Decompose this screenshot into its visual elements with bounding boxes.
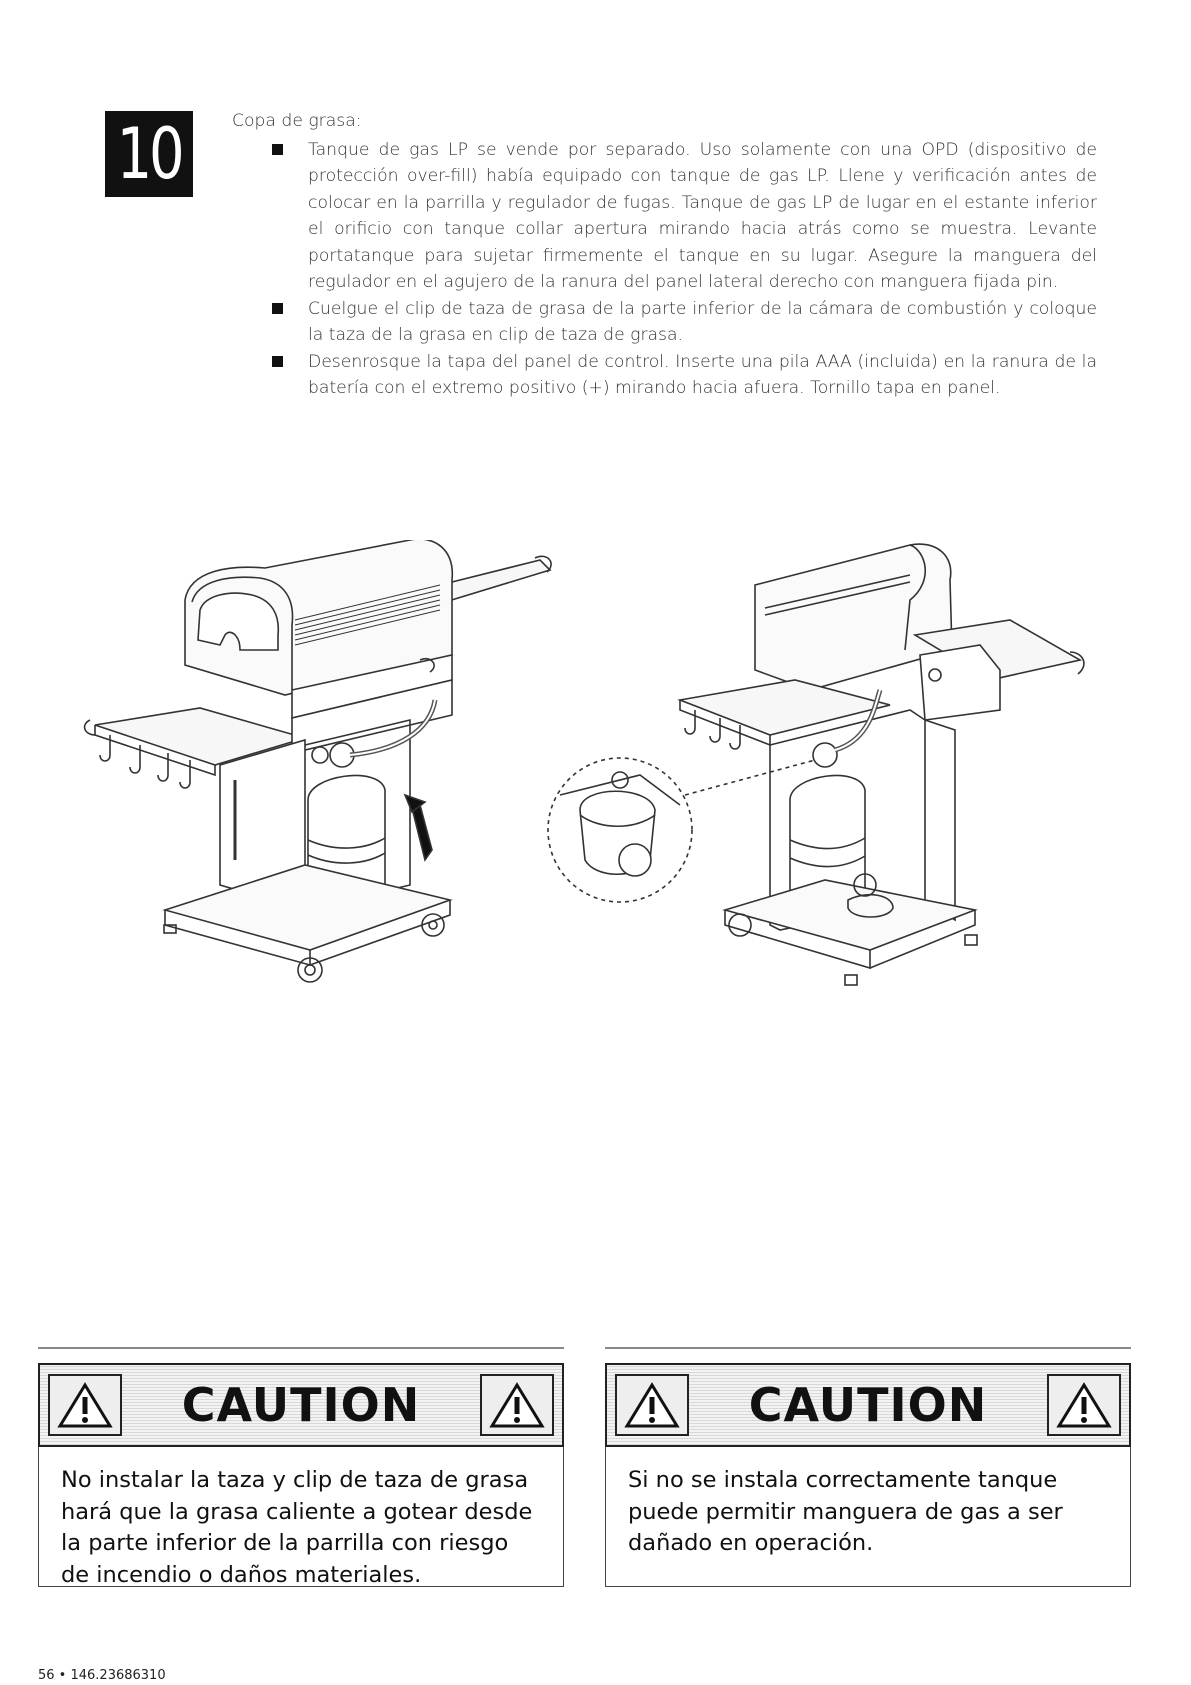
section-heading: Copa de grasa: bbox=[232, 111, 362, 131]
instruction-list bbox=[232, 137, 1097, 402]
square-bullet-icon bbox=[272, 356, 283, 367]
instruction-item bbox=[232, 296, 1097, 349]
grill-illustrations bbox=[80, 540, 1120, 1080]
instruction-item bbox=[232, 349, 1097, 402]
grill-rear-illustration bbox=[548, 544, 1084, 985]
warning-triangle-icon bbox=[480, 1374, 554, 1436]
caution-text: No instalar la taza y clip de taza de grasa hará que la grasa caliente a gotear desde la parte inferior de la parrilla con riesgo de incendio o daños materiales. bbox=[38, 1447, 564, 1587]
caution-text: Si no se instala correctamente tanque puede permitir manguera de gas a ser dañado en operación. bbox=[605, 1447, 1131, 1587]
instruction-item bbox=[232, 137, 1097, 296]
grill-front-illustration bbox=[85, 540, 552, 982]
square-bullet-icon bbox=[272, 303, 283, 314]
warning-triangle-icon bbox=[48, 1374, 122, 1436]
square-bullet-icon bbox=[272, 144, 283, 155]
instruction-text: Tanque de gas LP se vende por separado. Uso solamente con una OPD (dispositivo de protección over-fill) había equipado con tanque de gas LP. Llene y verificación antes de colocar en la parrilla y regulador de fugas. Tanque de gas LP de lugar en el estante inferior el orificio con tanque collar apertura mirando hacia atrás como se muestra. Levante portatanque para sujetar firmemente el tanque en su lugar. Asegure la manguera del regulador en el agujero de la ranura del panel lateral derecho con manguera fijada pin. bbox=[308, 139, 1097, 292]
step-number-badge: 10 bbox=[105, 111, 193, 197]
divider bbox=[605, 1347, 1131, 1349]
instructions-section bbox=[232, 108, 1097, 402]
caution-banner bbox=[605, 1363, 1131, 1447]
instruction-text: Desenrosque la tapa del panel de control. Inserte una pila AAA (incluida) en la ranura de la batería con el extremo positivo (+) mirando hacia afuera. Tornillo tapa en panel. bbox=[308, 351, 1097, 398]
caution-box-tank bbox=[605, 1347, 1131, 1587]
instruction-text: Cuelgue el clip de taza de grasa de la parte inferior de la cámara de combustión y coloque la taza de la grasa en clip de taza de grasa. bbox=[308, 298, 1097, 345]
page-footer: 56 • 146.23686310 bbox=[38, 1668, 166, 1683]
warning-triangle-icon bbox=[615, 1374, 689, 1436]
caution-banner bbox=[38, 1363, 564, 1447]
caution-word: CAUTION bbox=[181, 1378, 421, 1432]
divider bbox=[38, 1347, 564, 1349]
warning-triangle-icon bbox=[1047, 1374, 1121, 1436]
caution-box-grease-cup bbox=[38, 1347, 564, 1587]
caution-word: CAUTION bbox=[748, 1378, 988, 1432]
